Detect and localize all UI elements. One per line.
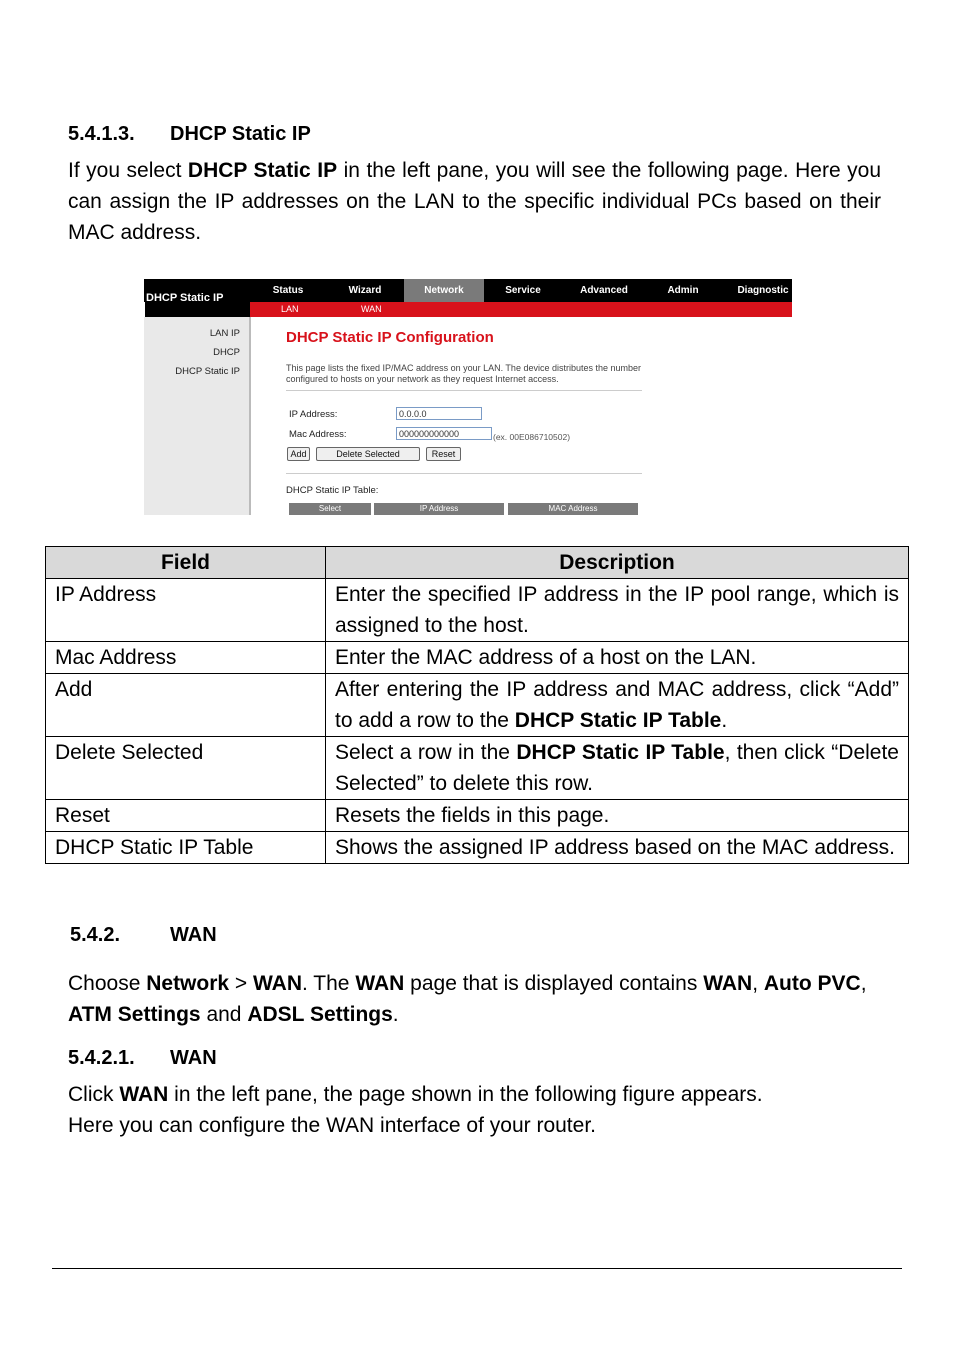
submenu-lan[interactable]: LAN [281, 304, 299, 314]
footer-rule [52, 1268, 902, 1269]
section-heading-wan [70, 920, 883, 951]
static-ip-table-label: DHCP Static IP Table: [286, 485, 379, 496]
table-row [46, 642, 909, 674]
left-nav [144, 317, 251, 515]
table-header-mac: MAC Address [508, 503, 638, 515]
intro-text-rest: in the left pane, you will see the following page. Here you can assign the IP addresses on the LAN to the specific individual PCs based on their MAC address. [68, 159, 882, 244]
sub-menu-bar [250, 302, 792, 317]
mac-address-label: Mac Address: [289, 429, 347, 440]
header-field: Field [46, 547, 326, 579]
page-brand: DHCP Static IP [145, 279, 250, 317]
left-nav-dhcp-static-ip[interactable]: DHCP Static IP [175, 366, 240, 377]
field-cell: Mac Address [46, 642, 326, 674]
table-row [46, 674, 909, 737]
delete-selected-button[interactable]: Delete Selected [316, 447, 420, 461]
menu-network[interactable]: Network [404, 279, 484, 302]
section-heading-dhcp-static-ip [68, 119, 881, 150]
field-cell: Add [46, 674, 326, 737]
main-menu [250, 279, 792, 302]
field-cell: IP Address [46, 579, 326, 642]
description-cell: Enter the specified IP address in the IP pool range, which is assigned to the host. [326, 579, 909, 642]
menu-advanced[interactable]: Advanced [580, 285, 628, 296]
wan-sub-paragraph: Click WAN in the left pane, the page shown in the following figure appears. Here you can configure the WAN interface of your router. [68, 1083, 763, 1137]
section-title: WAN [170, 1047, 217, 1069]
description-cell: Select a row in the DHCP Static IP Table, then click “Delete Selected” to delete this row. [326, 737, 909, 800]
table-header-ip: IP Address [374, 503, 504, 515]
menu-diagnostic[interactable]: Diagnostic [737, 285, 789, 296]
description-cell: Resets the fields in this page. [326, 800, 909, 832]
divider [286, 390, 642, 391]
header-description: Description [326, 547, 909, 579]
router-screenshot [144, 279, 792, 515]
description-cell: After entering the IP address and MAC address, click “Add” to add a row to the DHCP Static IP Table. [326, 674, 909, 737]
table-row [46, 800, 909, 832]
field-cell: DHCP Static IP Table [46, 832, 326, 864]
section-number: 5.4.1.3. [68, 123, 135, 145]
divider [286, 473, 642, 474]
mac-address-input[interactable]: 000000000000 [396, 427, 492, 440]
reset-button[interactable]: Reset [426, 447, 461, 461]
mac-hint: (ex. 00E086710502) [493, 432, 571, 442]
ip-address-label: IP Address: [289, 409, 338, 420]
field-cell: Reset [46, 800, 326, 832]
menu-wizard[interactable]: Wizard [348, 285, 382, 296]
section-number: 5.4.2.1. [68, 1047, 135, 1069]
description-cell: Shows the assigned IP address based on the MAC address. [326, 832, 909, 864]
field-description-table [45, 546, 909, 864]
submenu-wan[interactable]: WAN [361, 304, 382, 314]
description-cell: Enter the MAC address of a host on the LAN. [326, 642, 909, 674]
intro-bold: DHCP Static IP [187, 159, 338, 182]
wan-intro-paragraph: Choose Network > WAN. The WAN page that is displayed contains WAN, Auto PVC, ATM Settings and ADSL Settings. [68, 972, 867, 1026]
config-title: DHCP Static IP Configuration [286, 329, 494, 346]
intro-paragraph [68, 155, 881, 248]
left-nav-dhcp[interactable]: DHCP [213, 347, 240, 358]
config-info: This page lists the fixed IP/MAC address on your LAN. The device distributes the number configured to hosts on your network as they request Internet access. [286, 363, 642, 384]
section-title: WAN [170, 924, 217, 946]
table-row [46, 579, 909, 642]
ip-address-input[interactable]: 0.0.0.0 [396, 407, 482, 420]
left-nav-lan-ip[interactable]: LAN IP [209, 328, 240, 339]
section-heading-wan-sub [68, 1043, 881, 1074]
menu-admin[interactable]: Admin [667, 285, 699, 296]
menu-service[interactable]: Service [505, 285, 541, 296]
table-header-select: Select [289, 503, 371, 515]
menu-status[interactable]: Status [272, 285, 304, 296]
section-title: DHCP Static IP [170, 123, 311, 145]
section-number: 5.4.2. [70, 924, 121, 946]
table-header-row [46, 547, 909, 579]
add-button[interactable]: Add [287, 447, 310, 461]
table-row [46, 832, 909, 864]
field-cell: Delete Selected [46, 737, 326, 800]
intro-text: If you select [68, 159, 188, 182]
table-row [46, 737, 909, 800]
